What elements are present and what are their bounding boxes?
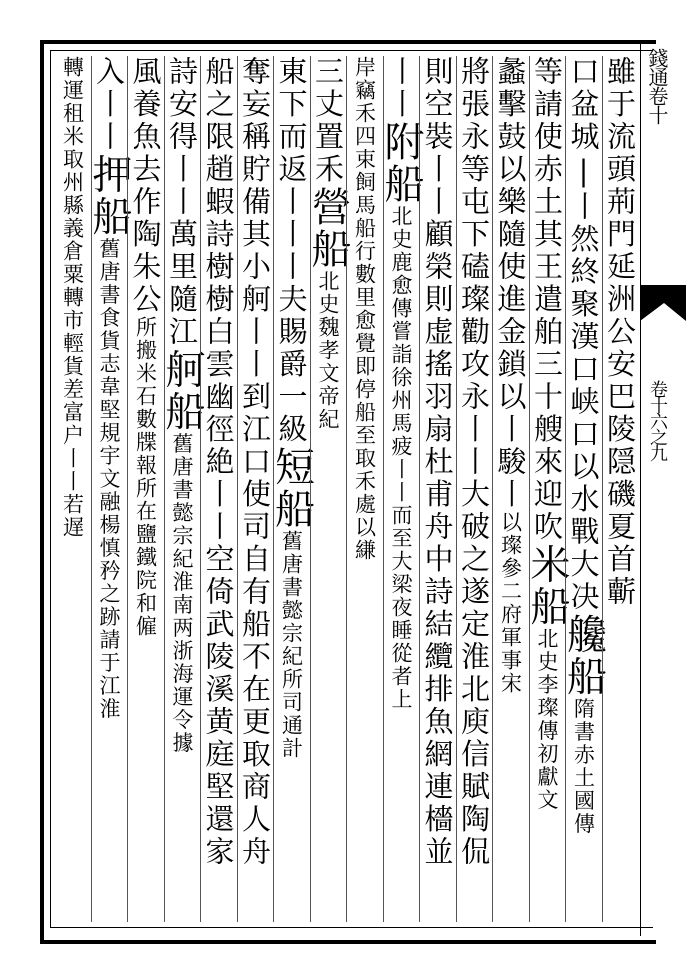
text-column bbox=[492, 56, 529, 922]
margin-strip bbox=[640, 40, 689, 936]
headword: 舸船 bbox=[159, 348, 205, 433]
annotation-text: 舊唐書懿宗紀淮南两浙海運令據 bbox=[170, 432, 194, 755]
annotation-text: 所搬米石數牒報所在鹽鐵院和僱 bbox=[133, 316, 158, 638]
text-column bbox=[159, 56, 205, 922]
annotation-text: 轉運租米取州縣義倉粟轉市輕貨差富户丨丨若遅 bbox=[60, 56, 85, 539]
annotation-text: 隋書赤土國傳 bbox=[571, 697, 596, 836]
margin-volume-label: 卷十六之九 bbox=[647, 380, 668, 460]
annotation-text: 北史魏孝文帝紀 bbox=[316, 270, 340, 431]
main-text: 東下而返丨丨丨夫賜爵一級 bbox=[274, 56, 309, 446]
main-text: 船之限趙蝦詩樹樹白雲幽徑絶丨丨空倚武陵溪黄庭堅還家 bbox=[201, 56, 236, 869]
main-text: 口盆城|丨然終聚漢口峡口以水戰大决 bbox=[566, 56, 601, 614]
text-column bbox=[524, 56, 570, 922]
text-column bbox=[419, 56, 456, 922]
headword: 營船 bbox=[305, 186, 351, 270]
main-text: 雖于流頭荊門延洲公安巴陵隠磯夏首蘄 bbox=[603, 56, 637, 609]
annotation-text: 舊唐書懿宗紀所司通計 bbox=[279, 530, 304, 760]
annotation-text: 北史李璨傳初獻文 bbox=[535, 627, 559, 812]
annotation-text: 以璨參二府軍事宋 bbox=[498, 511, 523, 695]
headword: 短船 bbox=[268, 446, 315, 530]
annotation-text: 岸竊禾四束飼馬船行數里愈覺即停船至取禾處以縑 bbox=[352, 56, 377, 562]
annotation-text: 北史鹿愈傳嘗詣徐州馬疲丨丨而至大梁夜睡從者上 bbox=[389, 205, 413, 711]
headword: 米船 bbox=[524, 543, 570, 628]
text-column bbox=[560, 56, 607, 922]
main-text: 蠡擊鼓以樂隨使進金鎖以丨駿丨 bbox=[493, 56, 528, 511]
text-columns bbox=[54, 56, 638, 922]
main-text: 三丈置禾 bbox=[311, 56, 345, 186]
margin-book-title: 錢通卷十 bbox=[645, 48, 669, 124]
annotation-text: 舊唐書食貨志韋堅規宇文融楊慎矜之跡請于江淮 bbox=[97, 237, 121, 721]
text-column bbox=[305, 56, 351, 922]
text-column bbox=[456, 56, 493, 922]
text-column bbox=[602, 56, 639, 922]
main-text: 等請使赤土其王遣舶三十艘來迎吹 bbox=[530, 56, 564, 544]
main-text: 詩安得丨丨萬里隨江 bbox=[165, 56, 199, 349]
main-text: 入丨丨 bbox=[92, 56, 126, 154]
main-text: 丨丨 bbox=[384, 56, 418, 121]
main-text: 風養魚去作陶朱公 bbox=[128, 56, 163, 316]
text-column bbox=[200, 56, 237, 922]
main-text: 將張永等屯下磕璨勸攻永丨丨大破之遂定淮北庾信賦陶侃 bbox=[457, 56, 491, 869]
fishtail-mark-icon bbox=[640, 285, 686, 321]
headword: 艬船 bbox=[560, 613, 607, 698]
main-text: 則空裝丨丨顧榮則虚搖羽扇杜甫舟中詩結纜排魚網連檣並 bbox=[420, 56, 455, 869]
headword: 附船 bbox=[378, 121, 424, 205]
text-column bbox=[86, 56, 132, 922]
main-text: 奪妄稱貯備其小舸丨丨到江口使司自有船不在更取商人舟 bbox=[238, 56, 272, 869]
text-column bbox=[378, 56, 424, 922]
text-column bbox=[127, 56, 164, 922]
headword: 押船 bbox=[86, 153, 132, 238]
